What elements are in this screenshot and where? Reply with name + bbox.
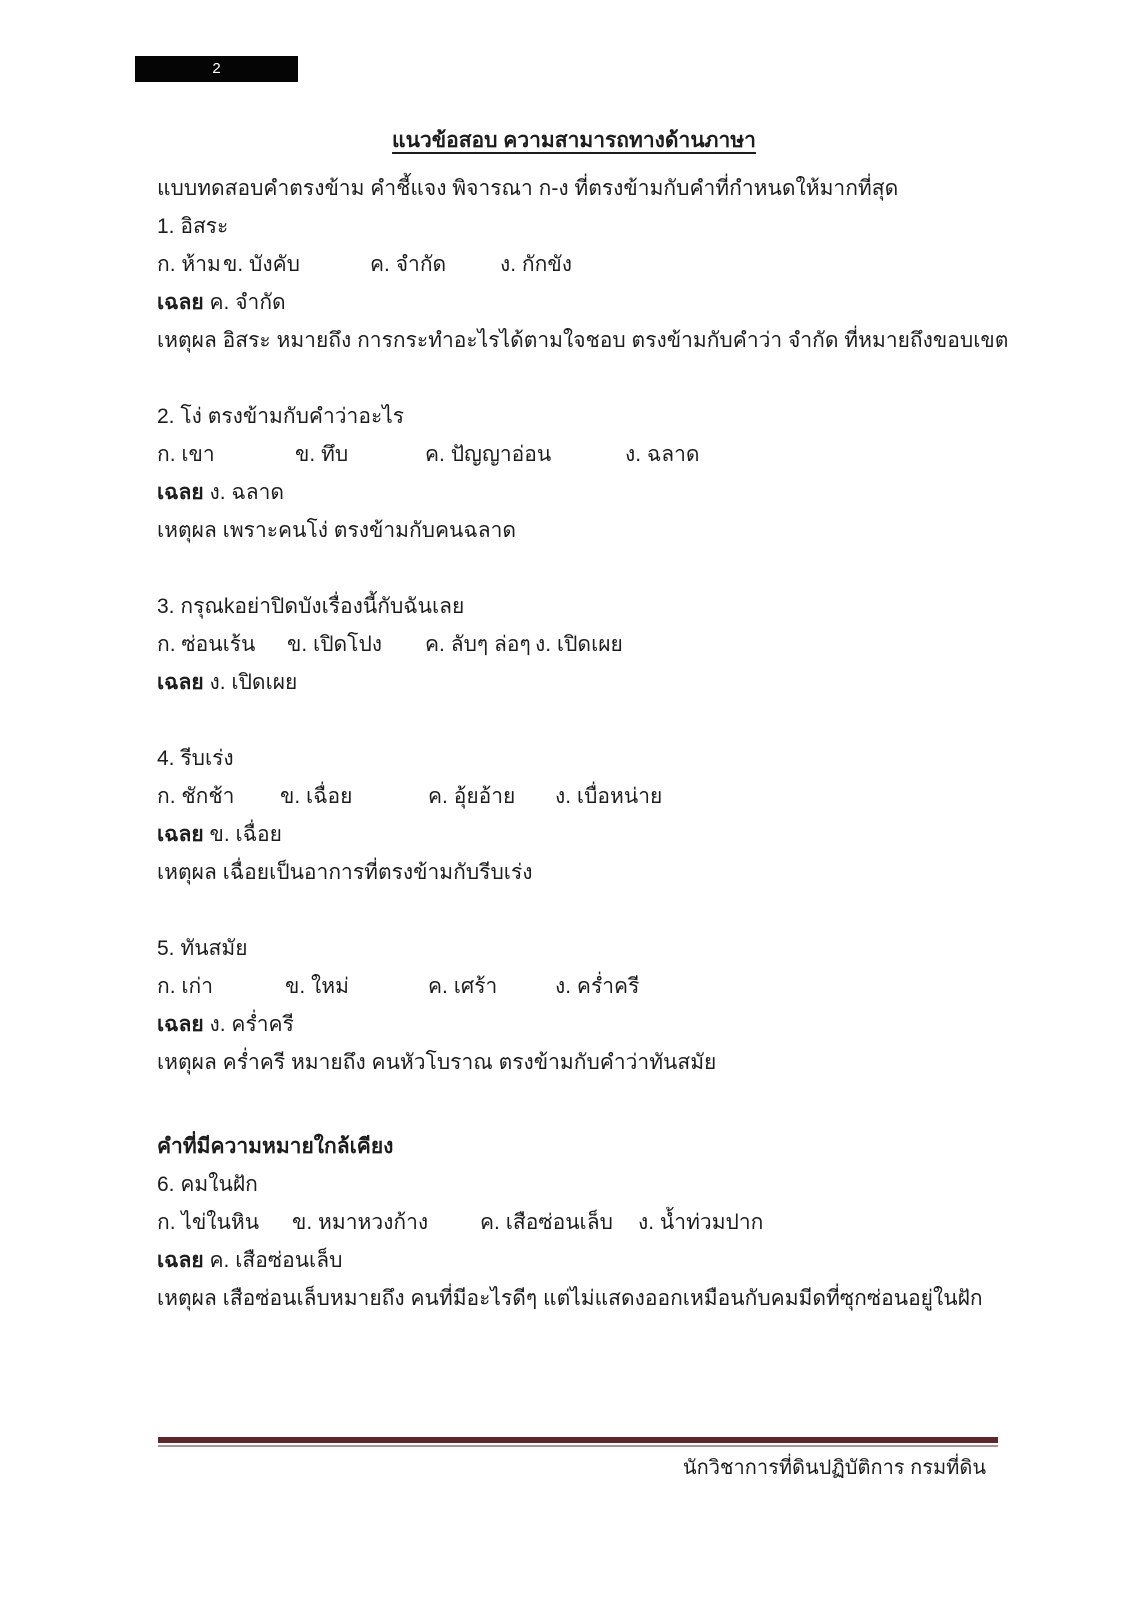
question-block: [157, 740, 991, 930]
choice-a: ก. เก่า: [157, 975, 214, 998]
answer-line: [157, 664, 991, 702]
reason-line: เหตุผล คร่ำครี หมายถึง คนหัวโบราณ ตรงข้ามกับคำว่าทันสมัย: [157, 1051, 717, 1074]
choice-a: ก. ซ่อนเร้น: [157, 633, 256, 656]
question-block: [157, 398, 991, 588]
choice-b: ข. บังคับ: [223, 253, 300, 276]
question-text: 5. ทันสมัย: [157, 937, 248, 960]
footer-text: นักวิชาการที่ดินปฏิบัติการ กรมที่ดิน: [682, 1457, 986, 1479]
answer-value: ง. เปิดเผย: [209, 671, 298, 694]
footer-divider-light-line: [158, 1445, 998, 1447]
question-block: [157, 1166, 991, 1318]
answer-line: [157, 474, 991, 512]
choice-c: ค. จำกัด: [370, 253, 447, 276]
choices-row: [157, 1204, 991, 1242]
choice-c: ค. ปัญญาอ่อน: [425, 443, 552, 466]
choice-b: ข. ทึบ: [295, 443, 349, 466]
reason-line: เหตุผล อิสระ หมายถึง การกระทำอะไรได้ตามใจชอบ ตรงข้ามกับคำว่า จำกัด ที่หมายถึงขอบเขต: [157, 329, 1009, 352]
choice-d: ง. เบื่อหน่าย: [555, 785, 663, 808]
instructions: แบบทดสอบคำตรงข้าม คำชี้แจง พิจารณา ก-ง ที่ตรงข้ามกับคำที่กำหนดให้มากที่สุด: [157, 177, 899, 200]
choices-row: [157, 968, 991, 1006]
choice-d: ง. ฉลาด: [625, 443, 700, 466]
choice-a: ก. ชักช้า: [157, 785, 235, 808]
question-block: [157, 588, 991, 740]
question-text: 3. กรุณkอย่าปิดบังเรื่องนี้กับฉันเลย: [157, 595, 465, 618]
footer-divider: [158, 1437, 998, 1447]
page-title-line: [157, 122, 991, 160]
question-text: 2. โง่ ตรงข้ามกับคำว่าอะไร: [157, 405, 405, 428]
page-title: แนวข้อสอบ ความสามารถทางด้านภาษา: [392, 129, 756, 152]
answer-value: ง. คร่ำครี: [209, 1013, 294, 1036]
choice-b: ข. หมาหวงก้าง: [292, 1211, 429, 1234]
answer-value: ข. เฉื่อย: [209, 823, 282, 846]
choice-a: ก. เขา: [157, 443, 215, 466]
question-block: [157, 930, 991, 1120]
answer-line: [157, 816, 991, 854]
section-header: คำที่มีความหมายใกล้เคียง: [157, 1135, 394, 1158]
choice-a: ก. ห้าม: [157, 253, 221, 276]
choices-row: [157, 246, 991, 284]
choice-d: ง. น้ำท่วมปาก: [638, 1211, 764, 1234]
answer-label: เฉลย: [157, 671, 204, 694]
document-body: [157, 122, 1009, 1318]
answer-line: [157, 1242, 991, 1280]
page-number: 2: [212, 60, 221, 77]
reason-line: เหตุผล เฉื่อยเป็นอาการที่ตรงข้ามกับรีบเร่ง: [157, 861, 533, 884]
choice-b: ข. เฉื่อย: [280, 785, 353, 808]
choice-d: ง. กักขัง: [500, 253, 572, 276]
answer-line: [157, 284, 991, 322]
answer-value: ง. ฉลาด: [209, 481, 285, 504]
question-text: 6. คมในฝัก: [157, 1173, 258, 1196]
reason-line: เหตุผล เสือซ่อนเล็บหมายถึง คนที่มีอะไรดีๆ แต่ไม่แสดงออกเหมือนกับคมมีดที่ซุกซ่อนอยู่ในฝัก: [157, 1287, 983, 1310]
page-number-box: [135, 56, 298, 82]
question-text: 4. รีบเร่ง: [157, 747, 234, 770]
choice-d: ง. เปิดเผย: [535, 633, 623, 656]
answer-value: ค. จำกัด: [209, 291, 286, 314]
choice-c: ค. เสือซ่อนเล็บ: [480, 1211, 613, 1234]
answer-line: [157, 1006, 991, 1044]
choices-row: [157, 626, 991, 664]
choice-b: ข. เปิดโปง: [287, 633, 383, 656]
answer-label: เฉลย: [157, 1249, 204, 1272]
answer-label: เฉลย: [157, 823, 204, 846]
choice-b: ข. ใหม่: [285, 975, 349, 998]
question-text: 1. อิสระ: [157, 215, 229, 238]
reason-line: เหตุผล เพราะคนโง่ ตรงข้ามกับคนฉลาด: [157, 519, 517, 542]
choice-c: ค. อุ้ยอ้าย: [428, 785, 516, 808]
answer-label: เฉลย: [157, 481, 204, 504]
answer-label: เฉลย: [157, 1013, 204, 1036]
choice-c: ค. ลับๆ ล่อๆ: [425, 633, 531, 656]
choices-row: [157, 778, 991, 816]
choice-c: ค. เศร้า: [428, 975, 498, 998]
question-block: [157, 208, 1009, 398]
choice-d: ง. คร่ำครี: [555, 975, 640, 998]
answer-value: ค. เสือซ่อนเล็บ: [209, 1249, 343, 1272]
choices-row: [157, 436, 991, 474]
answer-label: เฉลย: [157, 291, 204, 314]
choice-a: ก. ไข่ในหิน: [157, 1211, 260, 1234]
